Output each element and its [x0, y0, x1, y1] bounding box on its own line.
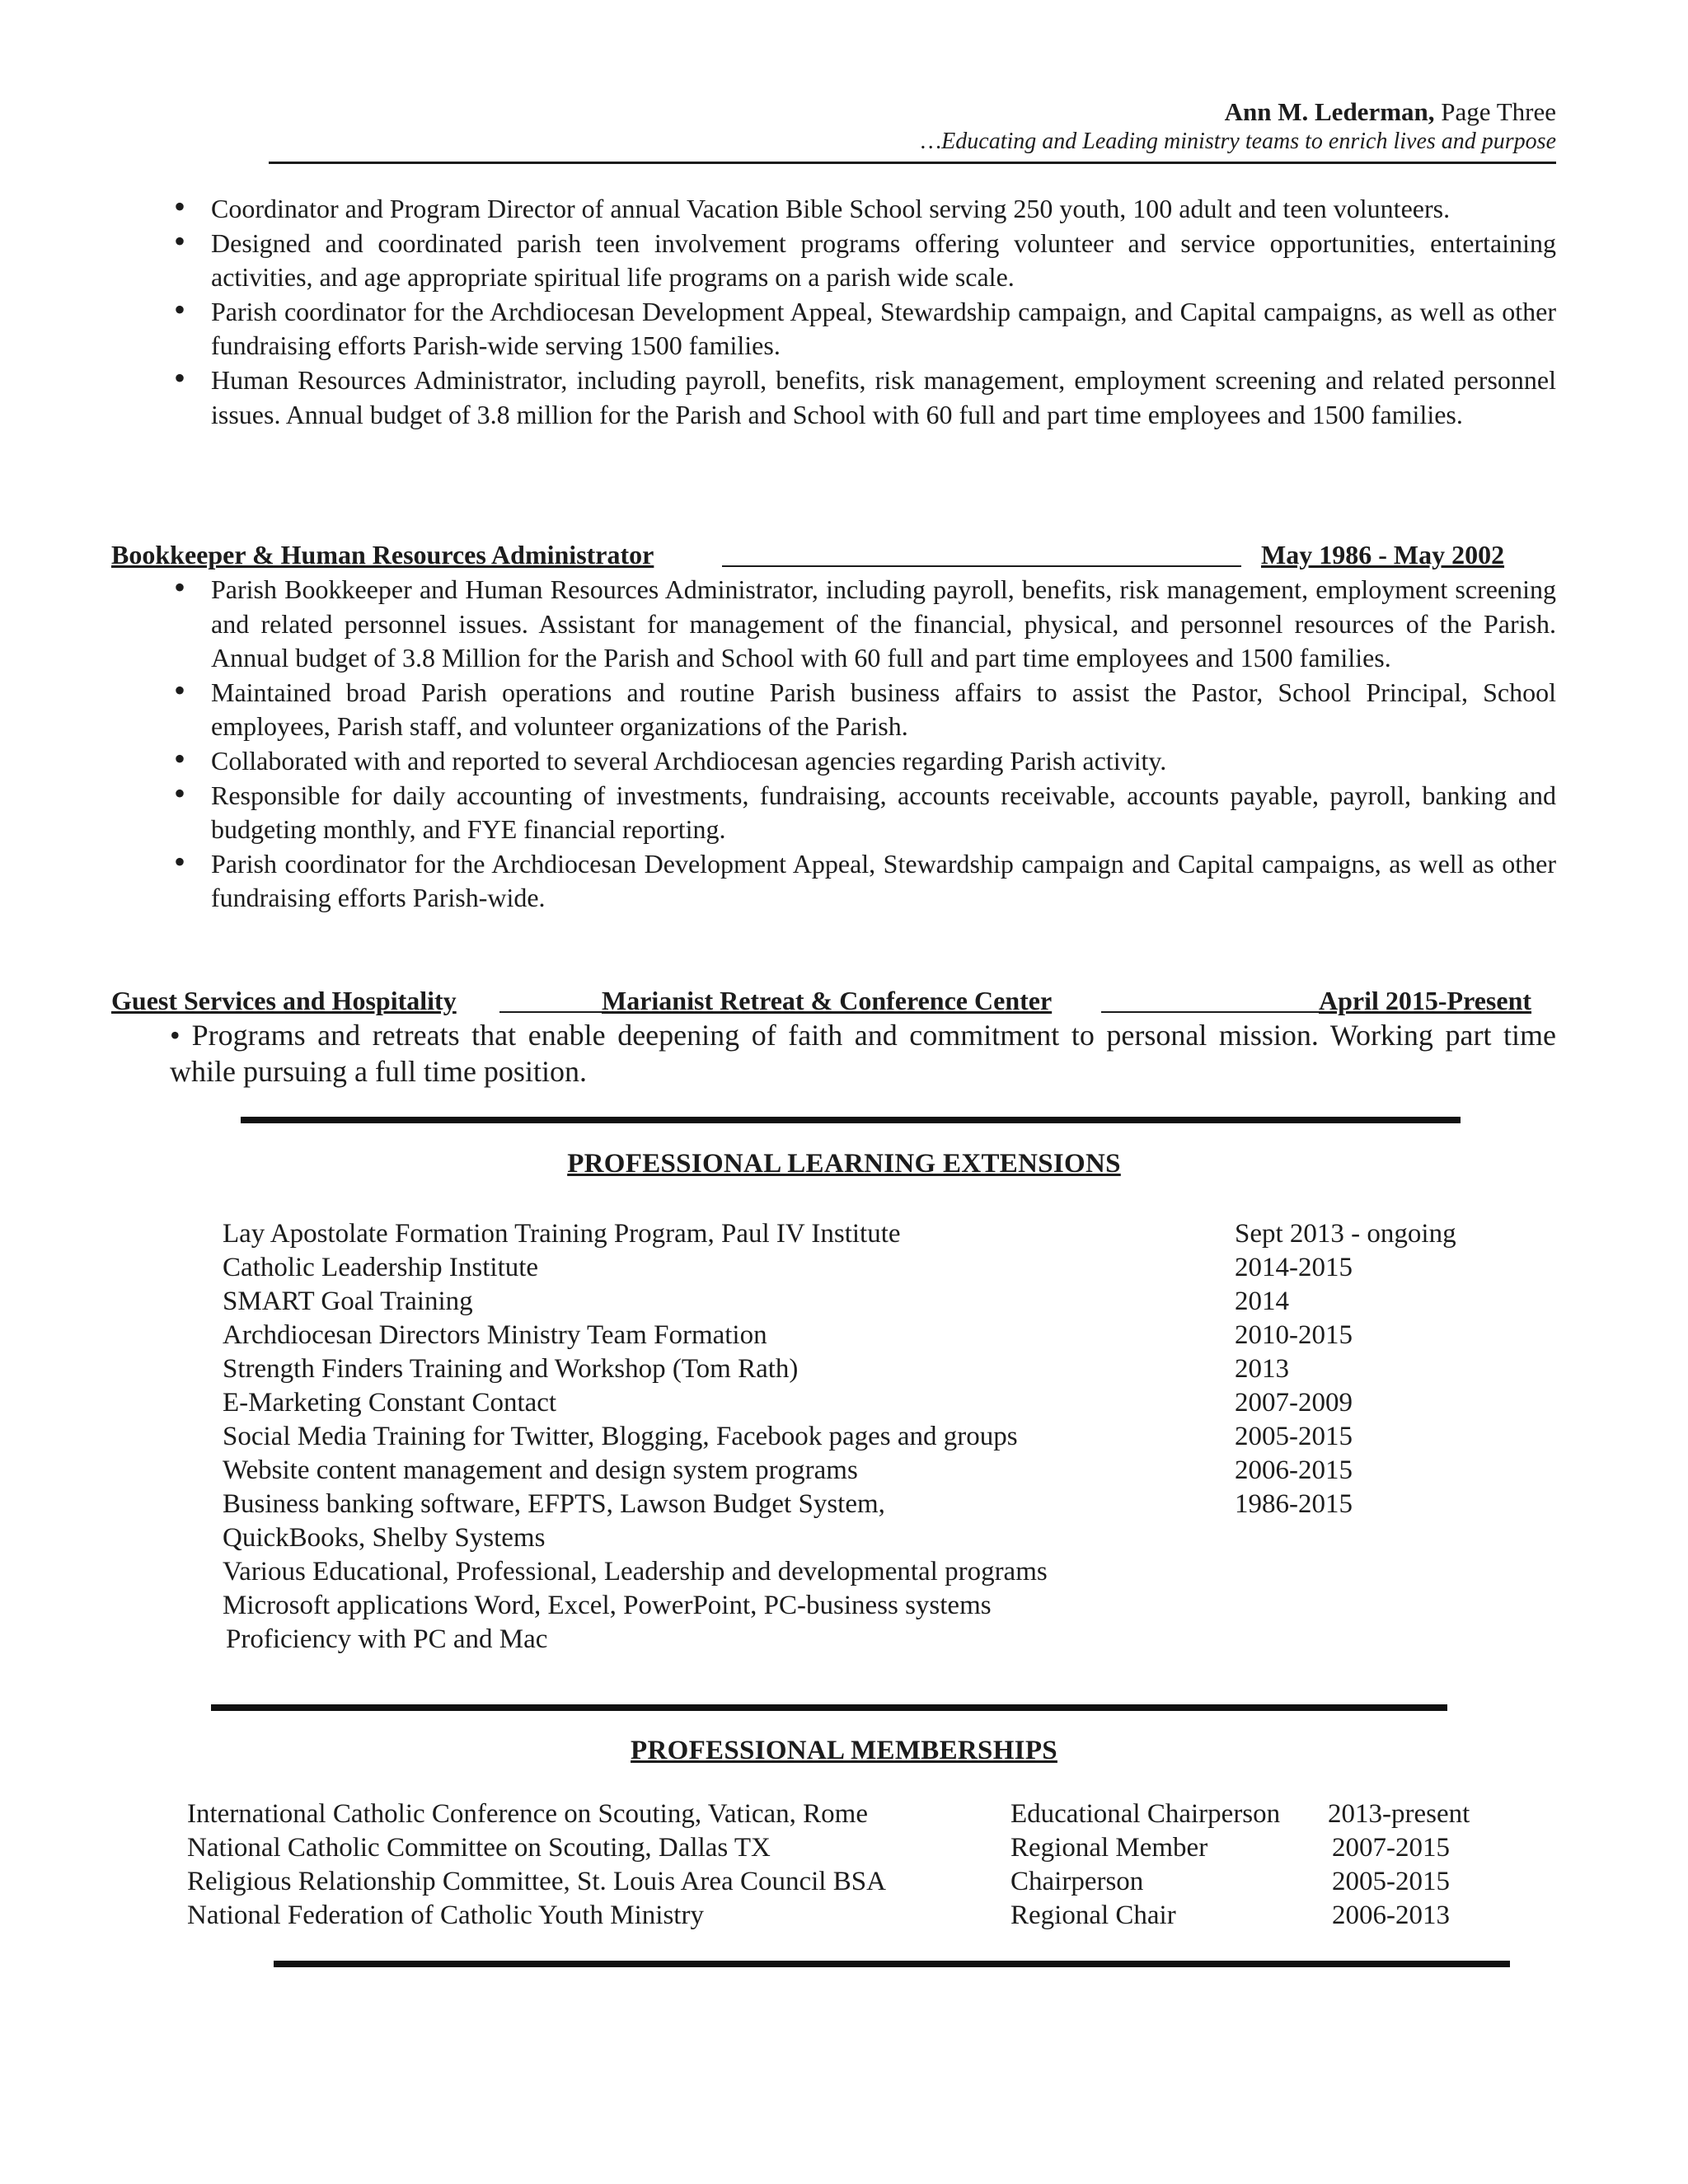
bullet-item: • Human Resources Administrator, including payroll, benefits, risk management, employment screening and related personnel issues. Annual budget of 3.8 million for the Parish and School with 60 full and part time employees and 1500 families.: [211, 363, 1556, 432]
membership-role: Regional Chair: [1010, 1900, 1176, 1930]
job-dates-guest-services: April 2015-Present: [1319, 986, 1532, 1015]
learning-item: Archdiocesan Directors Ministry Team Formation: [223, 1320, 767, 1350]
learning-date: 2014: [1235, 1286, 1289, 1316]
bullet-item: • Responsible for daily accounting of investments, fundraising, accounts receivable, accounts payable, payroll, banking and budgeting monthly, and FYE financial reporting.: [211, 779, 1556, 847]
bullet-item: • Collaborated with and reported to several Archdiocesan agencies regarding Parish activity.: [211, 744, 1556, 779]
job-heading-underline: [1101, 1011, 1319, 1013]
candidate-name: Ann M. Lederman,: [1224, 97, 1435, 126]
section-divider: [211, 1704, 1447, 1711]
learning-item: Social Media Training for Twitter, Blogging, Facebook pages and groups: [223, 1422, 1018, 1451]
learning-date: 2014-2015: [1235, 1253, 1353, 1282]
job-heading-underline: [499, 1011, 602, 1013]
page-header-name: [1225, 97, 1556, 127]
membership-dates: 2007-2015: [1332, 1833, 1450, 1863]
job-org-guest-services: Marianist Retreat & Conference Center: [602, 986, 1053, 1015]
membership-org: National Federation of Catholic Youth Ministry: [187, 1900, 704, 1930]
job-title-bookkeeper: Bookkeeper & Human Resources Administrator: [111, 540, 654, 569]
bookkeeper-bullet-list: [211, 573, 1556, 916]
learning-date: Sept 2013 - ongoing: [1235, 1219, 1456, 1249]
learning-item: SMART Goal Training: [223, 1286, 473, 1316]
learning-item: Catholic Leadership Institute: [223, 1253, 539, 1282]
membership-dates: 2005-2015: [1332, 1867, 1450, 1896]
bullet-item: • Coordinator and Program Director of annual Vacation Bible School serving 250 youth, 100 adult and teen volunteers.: [211, 192, 1556, 227]
learning-date: 2007-2009: [1235, 1388, 1353, 1418]
job-title-guest-services: Guest Services and Hospitality: [111, 986, 457, 1015]
learning-date: 2005-2015: [1235, 1422, 1353, 1451]
continued-bullet-list: [211, 192, 1556, 432]
membership-org: Religious Relationship Committee, St. Louis Area Council BSA: [187, 1867, 886, 1896]
header-rule: [269, 162, 1556, 164]
job-dates-bookkeeper: May 1986 - May 2002: [1261, 540, 1505, 569]
membership-org: International Catholic Conference on Scouting, Vatican, Rome: [187, 1799, 868, 1829]
page-number-label: Page Three: [1434, 97, 1556, 126]
bullet-item: • Parish coordinator for the Archdiocesan Development Appeal, Stewardship campaign and Capital campaigns, as well as other fundraising efforts Parish-wide.: [211, 847, 1556, 916]
learning-item: Lay Apostolate Formation Training Program, Paul IV Institute: [223, 1219, 901, 1249]
membership-role: Regional Member: [1010, 1833, 1208, 1863]
learning-item: Strength Finders Training and Workshop (Tom Rath): [223, 1354, 799, 1384]
guest-services-text: Programs and retreats that enable deepening of faith and commitment to personal mission. Working part time while pursuing a full time position.: [170, 1019, 1556, 1088]
section-divider: [241, 1117, 1461, 1123]
learning-date: 2013: [1235, 1354, 1289, 1384]
membership-dates: 2006-2013: [1332, 1900, 1450, 1930]
bullet-item: • Parish coordinator for the Archdiocesan Development Appeal, Stewardship campaign, and Capital campaigns, as well as other fundraising efforts Parish-wide serving 1500 families.: [211, 295, 1556, 363]
memberships-section-title: PROFESSIONAL MEMBERSHIPS: [631, 1736, 1057, 1765]
learning-item: Business banking software, EFPTS, Lawson Budget System,: [223, 1489, 885, 1519]
learning-item: E-Marketing Constant Contact: [223, 1388, 557, 1418]
bullet-item: • Maintained broad Parish operations and routine Parish business affairs to assist the Pastor, School Principal, School employees, Parish staff, and volunteer organizations of the Parish.: [211, 676, 1556, 744]
learning-date: 2010-2015: [1235, 1320, 1353, 1350]
learning-date: 2006-2015: [1235, 1455, 1353, 1485]
learning-section-title: PROFESSIONAL LEARNING EXTENSIONS: [567, 1149, 1121, 1179]
guest-services-description: [170, 1017, 1556, 1090]
learning-item: Microsoft applications Word, Excel, PowerPoint, PC-business systems: [223, 1591, 992, 1620]
membership-role: Chairperson: [1010, 1867, 1144, 1896]
learning-item: QuickBooks, Shelby Systems: [223, 1523, 546, 1553]
bullet-item: • Designed and coordinated parish teen involvement programs offering volunteer and service opportunities, entertaining activities, and age appropriate spiritual life programs on a parish wide scale.: [211, 227, 1556, 295]
bullet-item: • Parish Bookkeeper and Human Resources Administrator, including payroll, benefits, risk management, employment screening and related personnel issues. Assistant for management of the financial, physical, and personnel resources of the Parish. Annual budget of 3.8 Million for the Parish and School with 60 full and part time employees and 1500 families.: [211, 573, 1556, 676]
learning-item: Various Educational, Professional, Leadership and developmental programs: [223, 1557, 1048, 1586]
learning-item: Website content management and design system programs: [223, 1455, 858, 1485]
header-tagline: …Educating and Leading ministry teams to enrich lives and purpose: [921, 129, 1556, 154]
job-heading-underline: [722, 565, 1241, 567]
bullet-symbol: •: [170, 1019, 181, 1052]
learning-item: Proficiency with PC and Mac: [226, 1624, 548, 1654]
learning-date: 1986-2015: [1235, 1489, 1353, 1519]
membership-role: Educational Chairperson: [1010, 1799, 1281, 1829]
section-divider: [274, 1961, 1510, 1967]
membership-dates: 2013-present: [1328, 1799, 1470, 1829]
membership-org: National Catholic Committee on Scouting, Dallas TX: [187, 1833, 771, 1863]
